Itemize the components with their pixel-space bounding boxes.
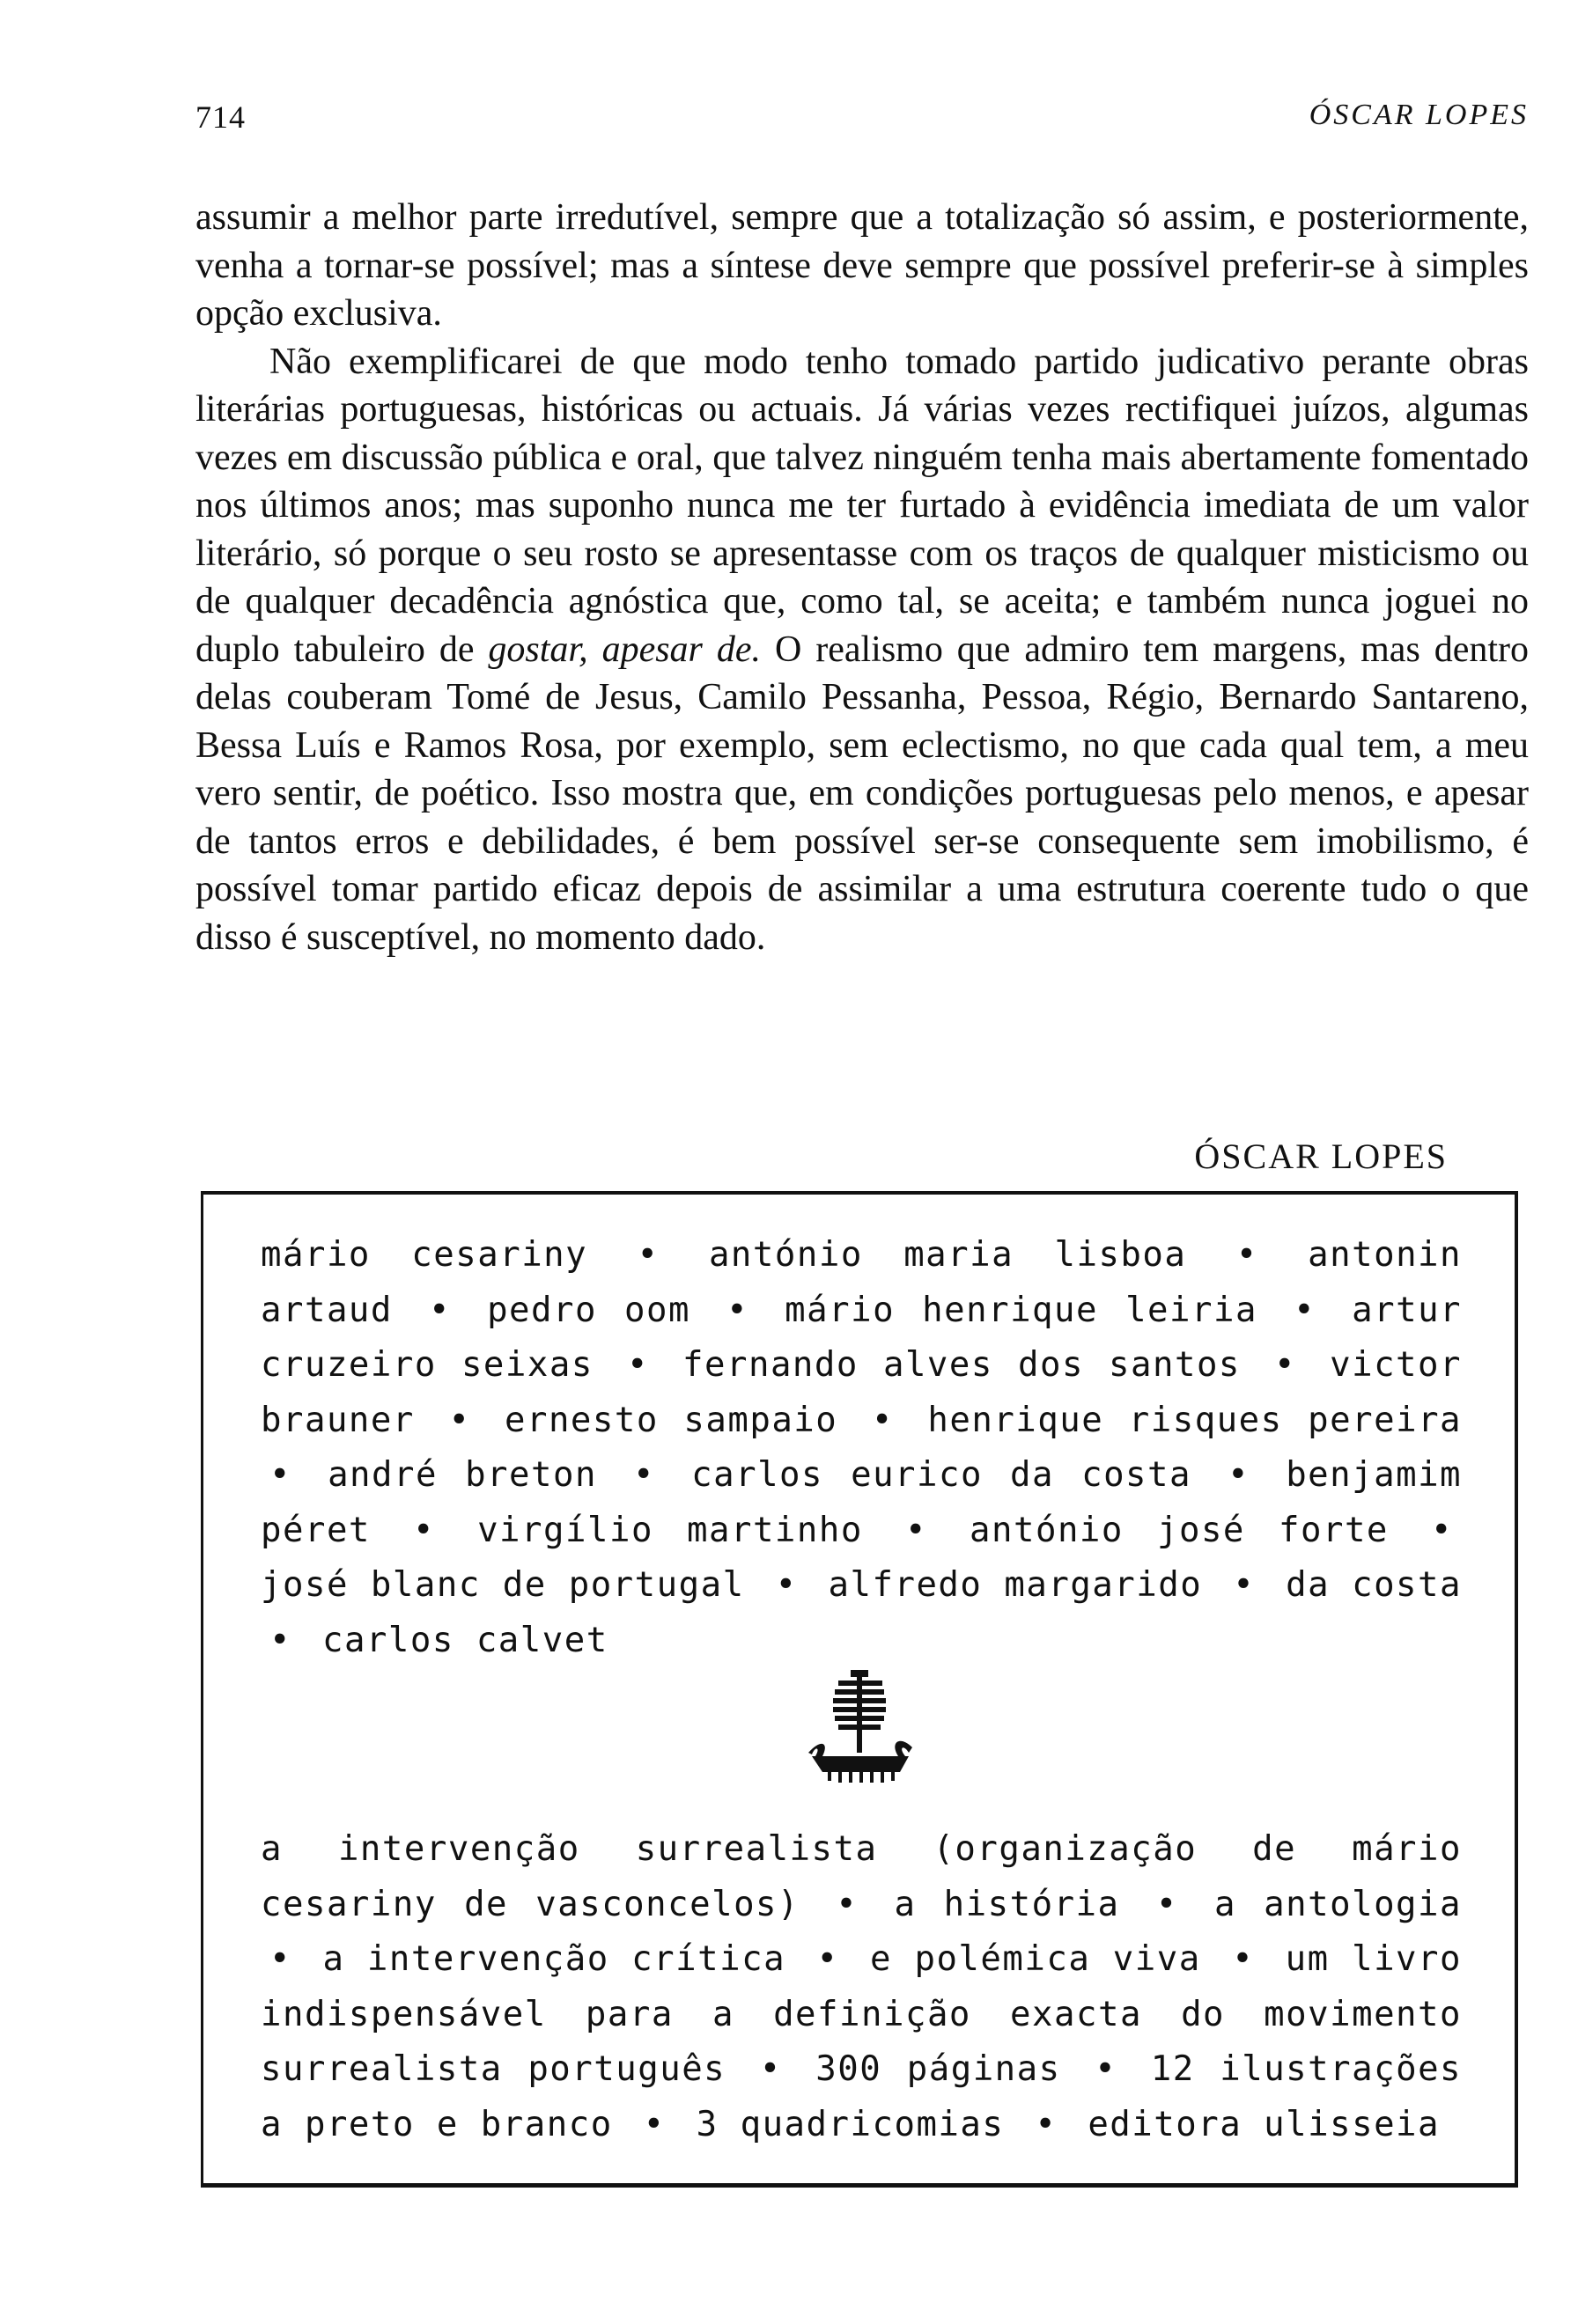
bullet-separator: • <box>269 1620 291 1660</box>
author-names-list <box>261 1228 1462 1668</box>
bullet-separator: • <box>448 1400 471 1440</box>
bullet-separator: • <box>1228 1455 1250 1495</box>
book-detail: editora ulisseia <box>1088 2104 1441 2144</box>
bullet-separator: • <box>1235 1235 1258 1275</box>
author-name: antónio josé forte <box>970 1510 1389 1550</box>
author-name: mário cesariny <box>261 1235 588 1275</box>
author-name: mário henrique leiria <box>785 1290 1257 1330</box>
author-name: carlos calvet <box>321 1620 608 1660</box>
bullet-separator: • <box>1294 1290 1316 1330</box>
author-name: andré breton <box>328 1455 597 1495</box>
running-title: ÓSCAR LOPES <box>1309 99 1529 131</box>
author-name: victor brauner <box>261 1345 1462 1440</box>
bullet-separator: • <box>904 1510 927 1550</box>
paragraph-2-end: O realismo que admiro tem margens, mas dentro delas couberam Tomé de Jesus, Camilo Pessanha, Pessoa, Régio, Bernardo Santareno, Bessa Luís e Ramos Rosa, por exemplo, sem eclectismo, no que cada qual tem, a meu vero sentir, de poético. Isso mostra que, em condições portuguesas pelo menos, e apesar de tantos erros e debilidades, é bem possível ser-se consequente sem imobilismo, é possível tomar partido eficaz depois de assimilar a uma estrutura coerente tudo o que disso é susceptível, no momento dado. <box>195 629 1530 958</box>
book-description <box>261 1822 1462 2152</box>
paragraph-2-start: Não exemplificarei de que modo tenho tomado partido judicativo perante obras literárias portuguesas, históricas ou actuais. Já várias vezes rectifiquei juízos, algumas vezes em discussão pública e oral, que talvez ninguém tenha mais abertamente fomentado nos últimos anos; mas suponho nunca me ter furtado à evidência imediata de um valor literário, só porque o seu rosto se apresentasse com os traços de qualquer misticismo ou de qualquer decadência agnóstica que, como tal, se aceita; e também nunca joguei no duplo tabuleiro de <box>195 341 1529 670</box>
bullet-separator: • <box>637 1235 660 1275</box>
author-name: artur cruzeiro seixas <box>261 1290 1463 1385</box>
page-number: 714 <box>195 99 246 135</box>
paragraph-1: assumir a melhor parte irredutível, sempre que a totalização só assim, e posteriormente, venha a tornar-se possível; mas a síntese deve sempre que possível preferir-se à simples opção exclusiva. <box>195 197 1529 334</box>
running-header <box>195 99 1529 143</box>
book-detail: a história <box>894 1884 1120 1924</box>
author-name: benjamim péret <box>261 1455 1463 1550</box>
author-name: da costa <box>1286 1565 1462 1605</box>
bullet-separator: • <box>816 1939 839 1979</box>
author-name: virgílio martinho <box>477 1510 863 1550</box>
book-detail: 3 quadricomias <box>696 2104 1005 2144</box>
bullet-separator: • <box>428 1290 451 1330</box>
bullet-separator: • <box>269 1939 291 1979</box>
bullet-separator: • <box>1035 2104 1058 2144</box>
bullet-separator: • <box>633 1455 656 1495</box>
book-detail: a intervenção surrealista (organização de mário cesariny de vasconcelos) <box>261 1829 1462 1924</box>
bullet-separator: • <box>1431 1510 1453 1550</box>
author-name: alfredo margarido <box>828 1565 1203 1605</box>
bullet-separator: • <box>759 2049 782 2089</box>
bullet-separator: • <box>1274 1345 1296 1385</box>
author-name: henrique risques pereira <box>927 1400 1463 1440</box>
author-name: pedro oom <box>487 1290 690 1330</box>
book-detail: a intervenção crítica <box>322 1939 786 1979</box>
author-name: ernesto sampaio <box>504 1400 838 1440</box>
paragraph-2-italic: gostar, apesar de. <box>488 629 761 670</box>
author-name: antónio maria lisboa <box>708 1235 1187 1275</box>
bullet-separator: • <box>726 1290 749 1330</box>
bullet-separator: • <box>1095 2049 1117 2089</box>
bullet-separator: • <box>1232 1939 1255 1979</box>
ship-emblem-icon <box>803 1668 918 1791</box>
bullet-separator: • <box>775 1565 798 1605</box>
paragraph-2 <box>195 338 1529 962</box>
book-detail: um livro indispensável para a definição exacta do movimento surrealista português <box>261 1939 1462 2089</box>
bullet-separator: • <box>413 1510 435 1550</box>
article-body <box>195 194 1529 961</box>
bullet-separator: • <box>871 1400 894 1440</box>
book-detail: e polémica viva <box>870 1939 1201 1979</box>
author-name: antonin artaud <box>261 1235 1463 1330</box>
bullet-separator: • <box>643 2104 666 2144</box>
bullet-separator: • <box>1233 1565 1256 1605</box>
book-detail: 12 ilustrações a preto e branco <box>261 2049 1463 2144</box>
author-signature: ÓSCAR LOPES <box>1194 1136 1448 1176</box>
author-name: fernando alves dos santos <box>682 1345 1241 1385</box>
author-name: carlos eurico da costa <box>691 1455 1192 1495</box>
bullet-separator: • <box>269 1455 291 1495</box>
book-detail: a antologia <box>1213 1884 1462 1924</box>
bullet-separator: • <box>1155 1884 1178 1924</box>
bullet-separator: • <box>626 1345 649 1385</box>
book-detail: 300 páginas <box>815 2049 1061 2089</box>
author-name: josé blanc de portugal <box>261 1565 745 1605</box>
bullet-separator: • <box>836 1884 859 1924</box>
